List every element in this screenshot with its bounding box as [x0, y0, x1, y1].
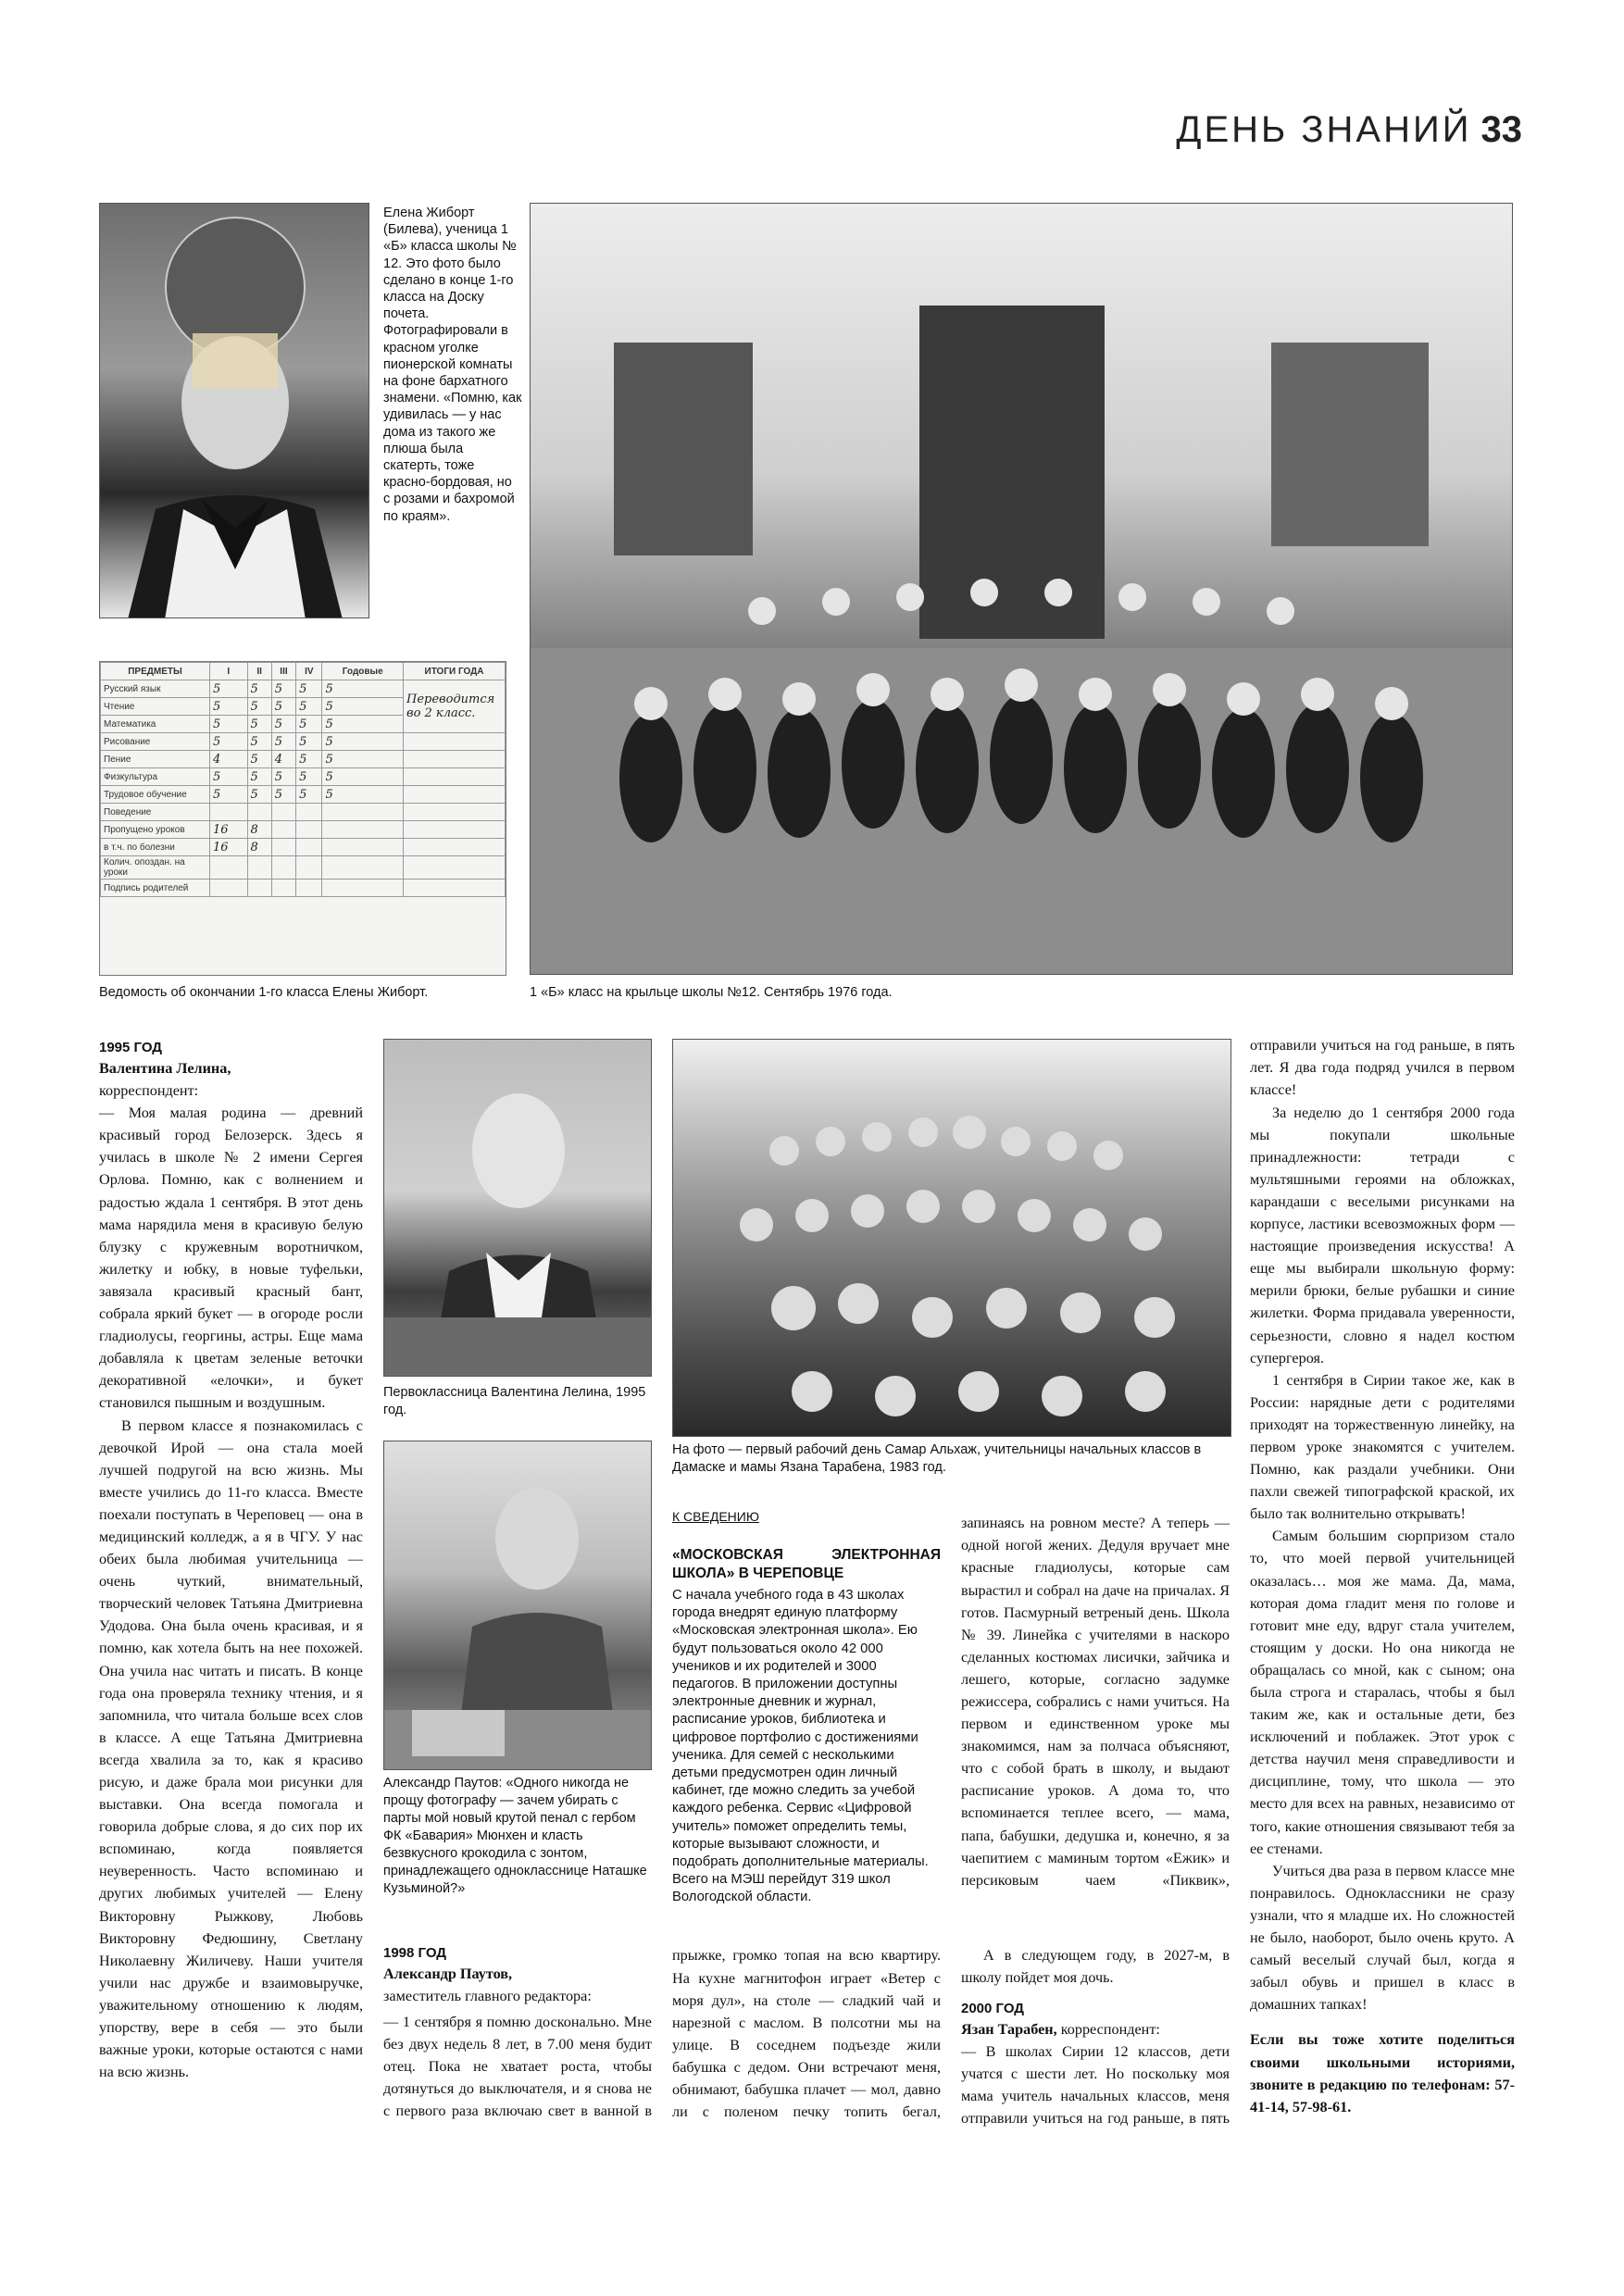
story-2000-year: 2000 ГОД: [961, 2001, 1024, 2016]
story-1998-closing: А в следующем году, в 2027-м, в школу пойдет моя дочь.: [961, 1947, 1230, 1987]
alexander-photo-caption: Александр Паутов: «Одного никогда не прощу фотографу — зачем убирать с парты мой новый крутой пенал с гербом ФК «Бавария» Мюнхен и класть безвкусного крокодила с зонтом, принадлежащего однокласснице Наташке Кузьминой?»: [383, 1776, 647, 1896]
report-card-caption: Ведомость об окончании 1-го класса Елены Жиборт.: [99, 985, 429, 1000]
card-row-label: Физкультура: [101, 768, 210, 786]
card-row-label: Рисование: [101, 733, 210, 751]
class-photo-1976: [530, 203, 1513, 975]
card-row-label: Чтение: [101, 698, 210, 716]
card-header-q1: I: [210, 663, 248, 680]
report-card-scan: ПРЕДМЕТЫ I II III IV Годовые ИТОГИ ГОДА Русский язык 5 5 5 5 5 Переводится во 2 класс. Чтение 5 5 5 5 5 Математика 5 5 5 5 5 Рисование 5 5 5 5 5 Пение 4 5 4 5 5 Физкультура 5 5 5 5 5 Трудовое обучение 5 5 5 5 5 Поведение Пропущено уроков 16 8 в т.ч. по болезни 16 8 Колич. опоздан. на уроки Подпись родителей: [99, 661, 506, 976]
story-1998-paragraph-cont: прыжке, громко топая на всю квартиру. На кухне магнитофон играет «Ветер с моря дул», на столе — сладкий чай и нарезной с маслом. В полсотни мы на улице. В соседнем подъезде жили бабушка с дедом. Они встречают меня, обнимают, бабушка плачет — мол, давно ли с поленом печку топить бегал,: [672, 1947, 941, 2121]
story-2000-paragraph: За неделю до 1 сентября 2000 года мы покупали школьные принадлежности: тетради с мультяшными героями на обложках, карандаши с веселыми рисунками на корпусе, ластики всевозможных форм — настоящие произведения искусства! А еще мы выбирали школьную форму: мерили брюки, белые рубашки и синие жилетки. Форма придавала уверенности, серьезности, словно я надел костюм супергероя.: [1250, 1104, 1515, 1366]
card-row-label: Русский язык: [101, 680, 210, 698]
story-2000-column: [1250, 1034, 1515, 2131]
story-2000-paragraph: 1 сентября в Сирии такое же, как в России: нарядные дети с родителями приходят на торжественную линейку, на первом уроке знакомятся с учителем. Помню, как раздали учебники. Они пахли свежей типографской краской, их было так волнительно открывать!: [1250, 1371, 1515, 1523]
elena-portrait-photo: [99, 203, 369, 618]
story-1995-year: 1995 ГОД: [99, 1040, 162, 1055]
story-1998-year: 1998 ГОД: [383, 1945, 446, 1961]
valentina-photo-1995: [383, 1039, 652, 1377]
story-1995-column: [99, 1039, 363, 2083]
ksv-label: К СВЕДЕНИЮ: [672, 1509, 759, 1524]
ksv-body: С начала учебного года в 43 школах города внедрят единую платформу «Московская электронная школа». Ею будут пользоваться около 42 000 учеников и их родителей и 3000 педагогов. В приложении доступны электронные дневник и журнал, расписание уроков, библиотека и цифровое портфолио с достижениями ученика. Для семей с несколькими детьми предусмотрен один личный кабинет, где можно следить за учебой каждого ребенка. Сервис «Цифровой учитель» поможет определить темы, которые вызывают сложности, и подобрать дополнительные материалы. Всего на МЭШ перейдут 319 школ Вологодской области.: [672, 1588, 929, 1905]
story-1998-text-part3: [961, 1511, 1230, 1894]
story-2000-paragraph: Учиться два раза в первом классе мне понравилось. Одноклассники не сразу узнали, что я младше их. Но сложностей не было, наоборот, было очень круто. А самый веселый случай был, когда я забыл обувь и пришел в класс в домашних тапках!: [1250, 1862, 1515, 2014]
card-row-label: в т.ч. по болезни: [101, 839, 210, 856]
story-1998-text-part1: [383, 2011, 652, 2122]
card-header-subjects: ПРЕДМЕТЫ: [101, 663, 210, 680]
story-1998-ending: [961, 1944, 1230, 1989]
card-header-totals: ИТОГИ ГОДА: [404, 663, 506, 680]
syria-photo-caption: На фото — первый рабочий день Самар Альхаж, учительницы начальных классов в Дамаске и мамы Язана Тарабена, 1983 год.: [672, 1442, 1202, 1475]
story-2000-paragraph-cont: отправили учиться на год раньше, в пять лет. Я два года подряд учился в первом классе!: [1250, 1037, 1515, 1099]
story-1998-role: заместитель главного редактора:: [383, 1988, 592, 2005]
story-1998-paragraph: — 1 сентября я помню досконально. Мне без двух недель 8 лет, в 7.00 меня будит отец. Пока не хватает роста, чтобы дотянуться до выключателя, и я снова не с первого раза включаю свет в ванной в: [383, 2014, 652, 2120]
story-2000-role: корреспондент:: [1060, 2021, 1160, 2038]
card-header-year: Годовые: [322, 663, 404, 680]
story-1995-author: Валентина Лелина,: [99, 1060, 231, 1077]
card-row-label: Подпись родителей: [101, 880, 210, 897]
ksv-title: «МОСКОВСКАЯ ЭЛЕКТРОННАЯ ШКОЛА» В ЧЕРЕПОВЦЕ: [672, 1547, 941, 1581]
class-photo-caption: 1 «Б» класс на крыльце школы №12. Сентябрь 1976 года.: [530, 985, 893, 1000]
story-2000-author: Язан Тарабен,: [961, 2021, 1057, 2038]
card-header-q4: IV: [296, 663, 322, 680]
story-1995-paragraph: В первом классе я познакомилась с девочкой Ирой — она стала моей лучшей подругой на всю жизнь. Мы вместе учились до 11-го класса. Вместе поехали поступать в Череповец — она в медицинский колледж, а я в ЧГУ. У нас обеих была любимая учительница — очень чуткий, внимательный, творческий человек Татьяна Дмитриевна Удодова. Она была очень красивая, и я помню, как хотела быть на нее похожей. Она учила нас читать и писать. В конце года она проверяла технику чтения, и я запомнила, что читала больше всех слов в классе. А еще Татьяна Дмитриевна всегда хвалила за то, как я красиво рисую, и даже брала мои рисунки для выставки. Она всегда помогала и говорила добрые слова, я до сих пор их вспоминаю, когда появляется неуверенность. Часто вспоминаю и других любимых учителей — Елену Викторовну Рыжкову, Любовь Викторовну Федюшину, Светлану Николаевну Жиличеву. Наши учителя учили нас дружбе и взаимовыручке, уважительному отношению к людям, упорству, вере в себя — это были важные уроки, которые остаются с нами на всю жизнь.: [99, 1416, 363, 2081]
page-number: 33: [1480, 109, 1522, 150]
card-row-label: Поведение: [101, 804, 210, 821]
alexander-photo-1998: [383, 1441, 652, 1770]
story-1998-author: Александр Паутов,: [383, 1965, 513, 1982]
card-header-q3: III: [271, 663, 295, 680]
story-2000-start: [961, 2000, 1230, 2129]
call-to-action: Если вы тоже хотите поделиться своими школьными историями, звоните в редакцию по телефонам: 57-41-14, 57-98-61.: [1250, 2031, 1515, 2115]
card-row-label: Трудовое обучение: [101, 786, 210, 804]
valentina-photo-caption: Первоклассница Валентина Лелина, 1995 год.: [383, 1385, 646, 1417]
card-row-label: Математика: [101, 716, 210, 733]
story-1995-role: корреспондент:: [99, 1082, 199, 1100]
story-2000-paragraph: Самым большим сюрпризом стало то, что моей первой учительницей оказалась… моя же мама. Да, мама, которая дома гладит меня по голове и готовит мне еду, вдруг стала учителем, стоящим у доски. Но она никогда не обращалась со мной, как с сыном; она была строга и старалась, чтобы я был таким же, как и остальные дети, без исключений и поблажек. Этот урок с детства научил меня справедливости и дисциплине, тому, что школа — это место для всех на равных, независимо от того, какие отношения связывают тебя за ее стенами.: [1250, 1528, 1515, 1857]
section-header: [1176, 109, 1522, 151]
card-header-q2: II: [247, 663, 271, 680]
section-title: ДЕНЬ ЗНАНИЙ: [1176, 109, 1472, 150]
card-row-label: Пение: [101, 751, 210, 768]
card-row-label: Колич. опоздан. на уроки: [101, 856, 210, 880]
card-handwritten-note: Переводится во 2 класс.: [404, 680, 506, 733]
story-1998-paragraph-cont: запинаясь на ровном месте? А теперь — одной ногой жених. Дедуля вручает мне красные гладиолусы, которые сам вырастил и собрал на даче на причалах. Я готов. Пасмурный ветреный день. Школа № 39. Линейка с учителями в наскоро сделанных костюмах лисички, зайчика и лешего, которые, согласно задумке режиссера, собрались с нами учиться. На первом и единственном уроке мы знакомимся, нам за полчаса объясняют, что с собой брать в школу, и выдают расписание уроков. А дома то, что вспоминается теплее всего, — мама, папа, бабушки, дедушка и, конечно, я за чаепитием с маминым тортом «Ежик» и персиковым чаем «Пиквик»,: [961, 1515, 1230, 1889]
ksv-info-box: [672, 1507, 941, 1907]
syria-class-photo-1983: [672, 1039, 1231, 1437]
card-row-label: Пропущено уроков: [101, 821, 210, 839]
elena-portrait-caption: Елена Жиборт (Билева), ученица 1 «Б» класса школы № 12. Это фото было сделано в конце 1-го класса на Доску почета. Фотографировали в красном уголке пионерской комнаты на фоне бархатного знамени. «Помню, как удивилась — у нас дома из такого же плюша была скатерть, тоже красно-бордовая, но с розами и бахромой по краям».: [383, 206, 522, 524]
story-1995-paragraph: — Моя малая родина — древний красивый город Белозерск. Здесь я училась в школе № 2 имени Сергея Орлова. Помню, как с волнением и радостью ждала 1 сентября. В этот день мама нарядила меня в красивую белую блузку с кружевным воротничком, жилетку и юбку, в новые туфельки, завязала красивый красный бант, собрала яркий букет — в огороде росли гладиолусы, георгины, астры. Еще мама добавляла к цветам зеленые веточки декоративной «елочки», и букет становился пышным и воздушным.: [99, 1104, 363, 1412]
story-2000-paragraph: — В школах Сирии 12 классов, дети учатся с шести лет. Но поскольку моя мама учитель начальных классов, меня отправили учиться на год раньше, в пять: [961, 2043, 1230, 2128]
story-1998-text-part2: [672, 1944, 941, 2122]
story-1998-column-start: [383, 1944, 652, 2007]
